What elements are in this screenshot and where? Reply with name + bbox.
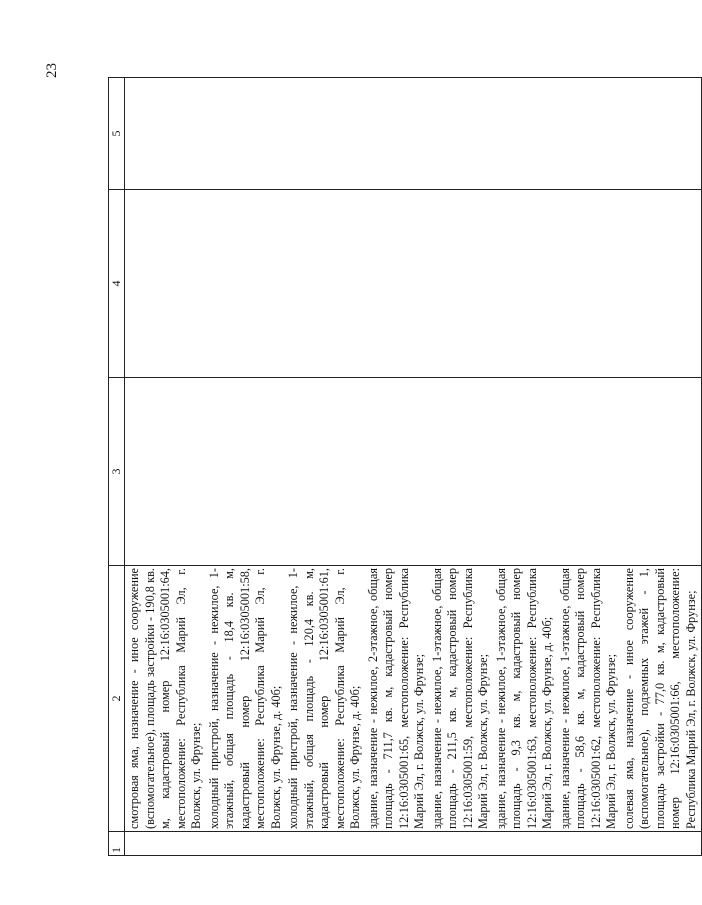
table-header-row (109, 78, 125, 856)
property-entry: холодный пристрой, назначение - нежилое, 1-этажный, общая площадь - 18,4 кв. м, кадастровый номер 12:16:0305001:58, местоположение: Республика Марий Эл, г. Волжск, ул. Фрунзе, д. 40б; (206, 568, 283, 829)
property-table (108, 77, 702, 856)
property-entry: холодный пристрой, назначение - нежилое, 1-этажный, общая площадь - 120,4 кв. м, кадастровый номер 12:16:0305001:61, местоположение: Республика Марий Эл, г. Волжск, ул. Фрунзе, д. 40б; (286, 568, 362, 829)
table-cell-col2 (125, 566, 702, 832)
column-header-1: 1 (109, 832, 125, 856)
property-entry: здание, назначение - нежилое, 1-этажное, общая площадь - 9,3 кв. м, кадастровый номер 12:16:0305001:63, местоположение: Республика Марий Эл, г. Волжск, ул. Фрунзе, д. 40б; (493, 568, 554, 829)
table-cell-col1 (125, 832, 702, 856)
page-number: 23 (44, 63, 60, 78)
rotated-table-frame (108, 78, 698, 856)
column-header-5: 5 (109, 78, 125, 190)
column-header-2: 2 (109, 566, 125, 832)
property-entry: здание, назначение - нежилое, 1-этажное, общая площадь - 58,6 кв. м, кадастровый номер 12:16:0305001:62, местоположение: Республика Марий Эл, г. Волжск, ул. Фрунзе; (557, 568, 618, 829)
table-cell-col5 (125, 78, 702, 190)
table-cell-col4 (125, 190, 702, 378)
property-entry: здание, назначение - нежилое, 2-этажное, общая площадь - 711,7 кв. м, кадастровый номер 12:16:0305001:65, местоположение: Республика Марий Эл, г. Волжск, ул. Фрунзе; (365, 568, 426, 829)
property-entry: здание, назначение - нежилое, 1-этажное, общая площадь - 211,5 кв. м, кадастровый номер 12:16:0305001:59, местоположение: Республика Марий Эл, г. Волжск, ул. Фрунзе; (429, 568, 490, 829)
property-entry: смотровая яма, назначение - иное сооружение (вспомогательное), площадь застройки - 190,8 кв. м, кадастровый номер 12:16:0305001:64, местоположение: Республика Марий Эл, г. Волжск, ул. Фрунзе; (127, 568, 203, 829)
property-entry: солевая яма, назначение - иное сооружение (вспомогательное), подземных этажей - 1, площадь застройки - 77,0 кв. м, кадастровый номер 12:16:0305001:66, местоположение: Республика Марий Эл, г. Волжск, ул. Фрунзе; (621, 568, 698, 829)
table-row (125, 78, 702, 856)
table-cell-col3 (125, 378, 702, 566)
column-header-4: 4 (109, 190, 125, 378)
column-header-3: 3 (109, 378, 125, 566)
